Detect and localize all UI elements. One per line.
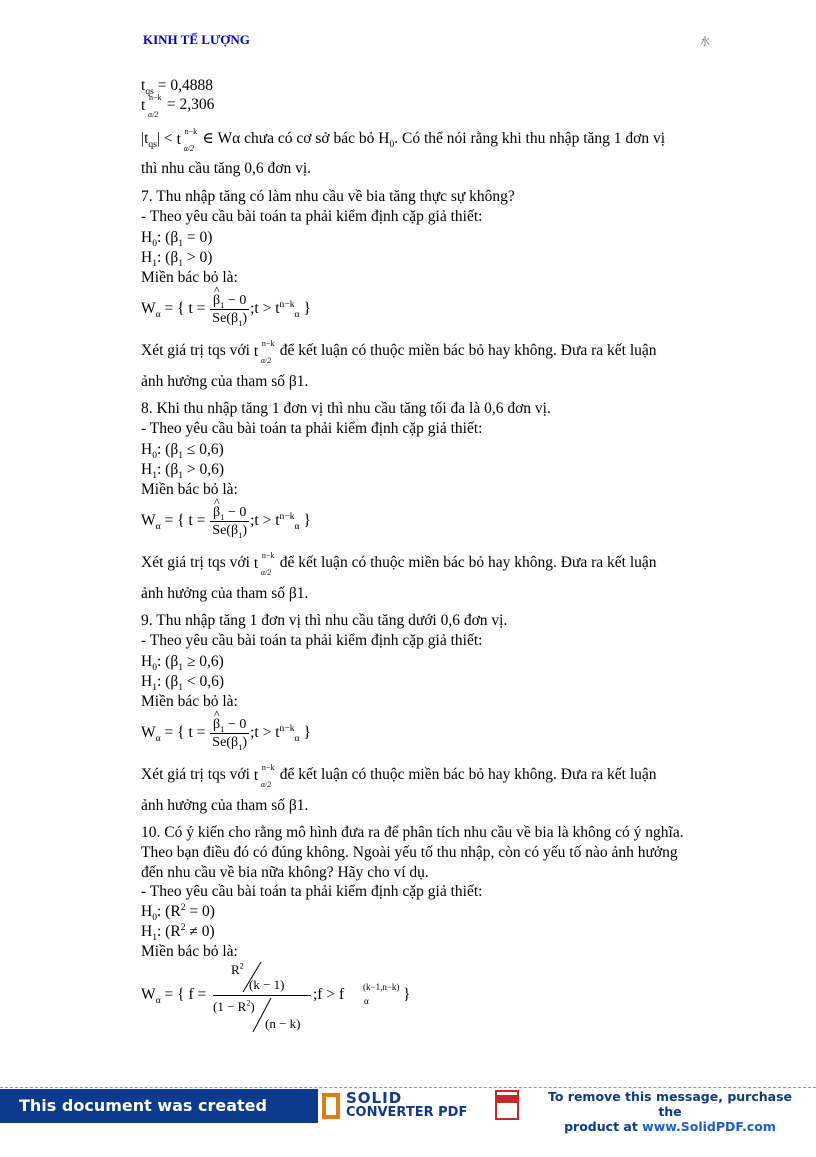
tcrit-line: t n−k α/2 = 2,306 — [141, 93, 215, 120]
f-num-slash — [241, 962, 263, 992]
q7-h0: $H_0$: $(\beta_1 = 0)$ — [141, 229, 213, 250]
q9-h1: $H_1$: $(\beta_1 < 0,6)$ — [141, 673, 225, 694]
q8-end: ảnh hưởng của tham số β1. — [141, 585, 309, 602]
question-7: 7. Thu nhập tăng có làm nhu cầu về bia tăng thực sự không? — [141, 188, 515, 205]
q8-h1: $H_1$: $(\beta_1 > 0,6)$ — [141, 461, 225, 482]
page-header-title: KINH TẾ LƯỢNG — [143, 32, 250, 47]
q9-consider: Xét giá trị tqs với t n−k α/2 để kết luận có thuộc miền bác bỏ hay không. Đưa ra kết luận — [141, 763, 657, 790]
f-den-slash — [251, 998, 273, 1032]
q7-end: ảnh hưởng của tham số β1. — [141, 373, 309, 390]
tqs-line: $t_{qs} = 0,4888$ — [141, 77, 213, 98]
q9-h0: $H_0$: $(\beta_1 \ge 0,6)$ — [141, 653, 224, 674]
q9-end: ảnh hưởng của tham số β1. — [141, 797, 309, 814]
q9-reject-label: Miền bác bỏ là: — [141, 693, 238, 710]
q8-h0: $H_0$: $(\beta_1 \le 0,6)$ — [141, 441, 224, 462]
f-test-formula: $W_\alpha$ = { f = $R^2$ (k − 1) $(1 - R^2)$ (n − k) ;f > f (k−1,n−k) α } — [141, 961, 411, 1031]
q7-h1: $H_1$: $(\beta_1 > 0)$ — [141, 249, 213, 270]
q7-formula: $W_\alpha$ = { t = ^ $\frac{\beta_1 - 0}{Se(\beta_1)}$ ;t > $t^{n-k}_\alpha$ } — [141, 292, 311, 327]
f-fraction-bar — [213, 995, 311, 996]
question-10-line-2: Theo bạn điều đó có đúng không. Ngoài yếu tố thu nhập, còn có yếu tố nào ảnh hưởng — [141, 844, 678, 861]
solid-converter-logo: SOLID CONVERTER PDF — [320, 1089, 530, 1123]
question-8: 8. Khi thu nhập tăng 1 đơn vị thì nhu cầu tăng tối đa là 0,6 đơn vị. — [141, 400, 551, 417]
q8-reject-label: Miền bác bỏ là: — [141, 481, 238, 498]
q9-formula: $W_\alpha$ = { t = ^ $\frac{\beta_1 - 0}{Se(\beta_1)}$ ;t > $t^{n-k}_\alpha$ } — [141, 716, 311, 751]
q7-consider: Xét giá trị tqs với t n−k α/2 để kết luận có thuộc miền bác bỏ hay không. Đưa ra kết luận — [141, 339, 657, 366]
banner-right-text: To remove this message, purchase the product at www.SolidPDF.com — [547, 1089, 792, 1134]
q10-requirement: - Theo yêu cầu bài toán ta phải kiểm định cặp giả thiết: — [141, 883, 483, 900]
q8-requirement: - Theo yêu cầu bài toán ta phải kiểm định cặp giả thiết: — [141, 420, 483, 437]
header-mark: 水 — [700, 37, 710, 48]
q7-requirement: - Theo yêu cầu bài toán ta phải kiểm định cặp giả thiết: — [141, 208, 483, 225]
compare-line: $|t_{qs}|$ < t n−k α/2 ∈ Wα chưa có cơ sở bác bỏ $H_0$. Có thể nói rằng khi thu nhập tăng 1 đơn vị — [141, 127, 666, 154]
q8-consider: Xét giá trị tqs với t n−k α/2 để kết luận có thuộc miền bác bỏ hay không. Đưa ra kết luận — [141, 551, 657, 578]
q8-formula: $W_\alpha$ = { t = ^ $\frac{\beta_1 - 0}{Se(\beta_1)}$ ;t > $t^{n-k}_\alpha$ } — [141, 504, 311, 539]
q10-h1: $H_1$: $(R^2 \ne 0)$ — [141, 921, 215, 944]
q7-reject-label: Miền bác bỏ là: — [141, 269, 238, 286]
question-10-line-3: đến nhu cầu về bia nữa không? Hãy cho ví dụ. — [141, 864, 429, 881]
conclusion-line: thì nhu cầu tăng 0,6 đơn vị. — [141, 160, 312, 177]
question-10-line-1: 10. Có ý kiến cho rằng mô hình đưa ra để phân tích nhu cầu về bia là không có ý nghĩa. — [141, 824, 684, 841]
question-9: 9. Thu nhập tăng 1 đơn vị thì nhu cầu tăng dưới 0,6 đơn vị. — [141, 612, 508, 629]
q10-h0: $H_0$: $(R^2 = 0)$ — [141, 901, 215, 924]
q9-requirement: - Theo yêu cầu bài toán ta phải kiểm định cặp giả thiết: — [141, 632, 483, 649]
banner-left-text: This document was created using — [0, 1089, 318, 1123]
q10-reject-label: Miền bác bỏ là: — [141, 943, 238, 960]
solidpdf-link[interactable]: www.SolidPDF.com — [642, 1119, 776, 1134]
